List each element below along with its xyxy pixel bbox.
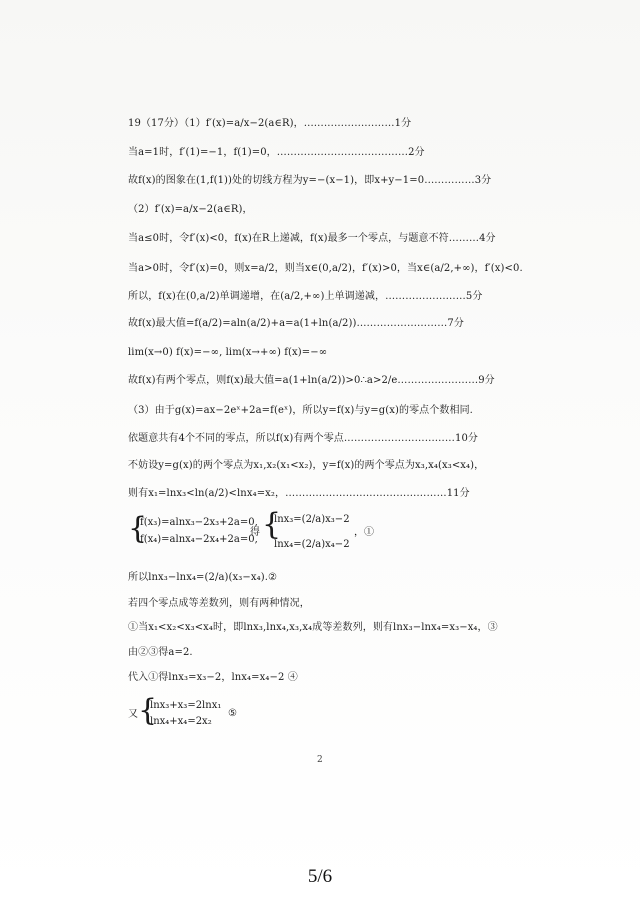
solution-line-13: 不妨设y=g(x)的两个零点为x₁,x₂(x₁<x₂)，y=f(x)的两个零点为x₃,x₄(x₃<x₄)， [128, 460, 485, 471]
solution-line-4: （2）f′(x)=a/x−2(a∈R)， [128, 204, 253, 215]
solution-line-7: 所以，f(x)在(0,a/2)单调递增，在(a/2,+∞)上单调递减，……………………5分 [128, 291, 483, 302]
left-brace-2: { [138, 693, 158, 728]
solution-line-5: 当a≤0时，令f′(x)<0，f(x)在R上递减，f(x)最多一个零点，与题意不符………4分 [128, 233, 496, 244]
system1-connector: 得 [250, 527, 260, 538]
solution-line-12: 依题意共有4个不同的零点，所以f(x)有两个零点……………………………10分 [128, 433, 479, 444]
system1-result2: lnx₄=(2/a)x₄−2 [274, 539, 350, 550]
system2-eq2: lnx₄+x₄=2x₂ [150, 716, 212, 727]
solution-line-17: ①当x₁<x₂<x₃<x₄时，即lnx₃,lnx₄,x₃,x₄成等差数列，则有lnx₃−lnx₄=x₃−x₄，③ [128, 622, 498, 633]
solution-line-19: 代入①得lnx₃=x₃−2，lnx₄=x₄−2 ④ [128, 672, 298, 683]
solution-line-3: 故f(x)的图象在(1,f(1))处的切线方程为y=−(x−1)，即x+y−1=0……………3分 [128, 175, 492, 186]
right-brace: { [262, 507, 282, 542]
page-number: 5/6 [307, 866, 333, 887]
solution-line-16: 若四个零点成等差数列，则有两种情况， [128, 598, 310, 609]
solution-line-15: 所以lnx₃−lnx₄=(2/a)(x₃−x₄).② [128, 572, 278, 583]
system1-result1: lnx₃=(2/a)x₃−2 [274, 514, 350, 525]
solution-line-11: （3）由于g(x)=ax−2eˣ+2a=f(eˣ)，所以y=f(x)与y=g(x)的零点个数相同. [128, 405, 473, 416]
solution-line-2: 当a=1时，f′(1)=−1，f(1)=0，…………………………………2分 [128, 147, 425, 158]
system1-tag: ，① [354, 527, 374, 538]
solution-line-9: lim(x→0) f(x)=−∞, lim(x→+∞) f(x)=−∞ [128, 347, 328, 358]
left-brace: { [128, 511, 148, 546]
system2-prefix: 又 [128, 709, 138, 720]
system2-tag: ⑤ [228, 708, 237, 719]
solution-line-14: 则有x₁=lnx₃<ln(a/2)<lnx₄=x₂，…………………………………………11分 [128, 488, 470, 499]
stray-mark: 2 [317, 755, 323, 765]
system1-eq1: f(x₃)=alnx₃−2x₃+2a=0, [140, 517, 258, 528]
solution-line-18: 由②③得a=2. [128, 647, 193, 658]
system2-eq1: lnx₃+x₃=2lnx₁ [150, 700, 222, 711]
system1-eq2: f(x₄)=alnx₄−2x₄+2a=0, [140, 534, 258, 545]
solution-line-1: 19（17分）（1）f′(x)=a/x−2(a∈R)，………………………1分 [128, 118, 412, 129]
solution-line-6: 当a>0时，令f′(x)=0，则x=a/2，则当x∈(0,a/2)，f′(x)>0，当x∈(a/2,+∞)，f′(x)<0. [128, 263, 523, 274]
solution-line-10: 故f(x)有两个零点，则f(x)最大值=a(1+ln(a/2))>0∴a>2/e……………………9分 [128, 375, 495, 386]
solution-line-8: 故f(x)最大值=f(a/2)=aln(a/2)+a=a(1+ln(a/2))………………………7分 [128, 318, 464, 329]
